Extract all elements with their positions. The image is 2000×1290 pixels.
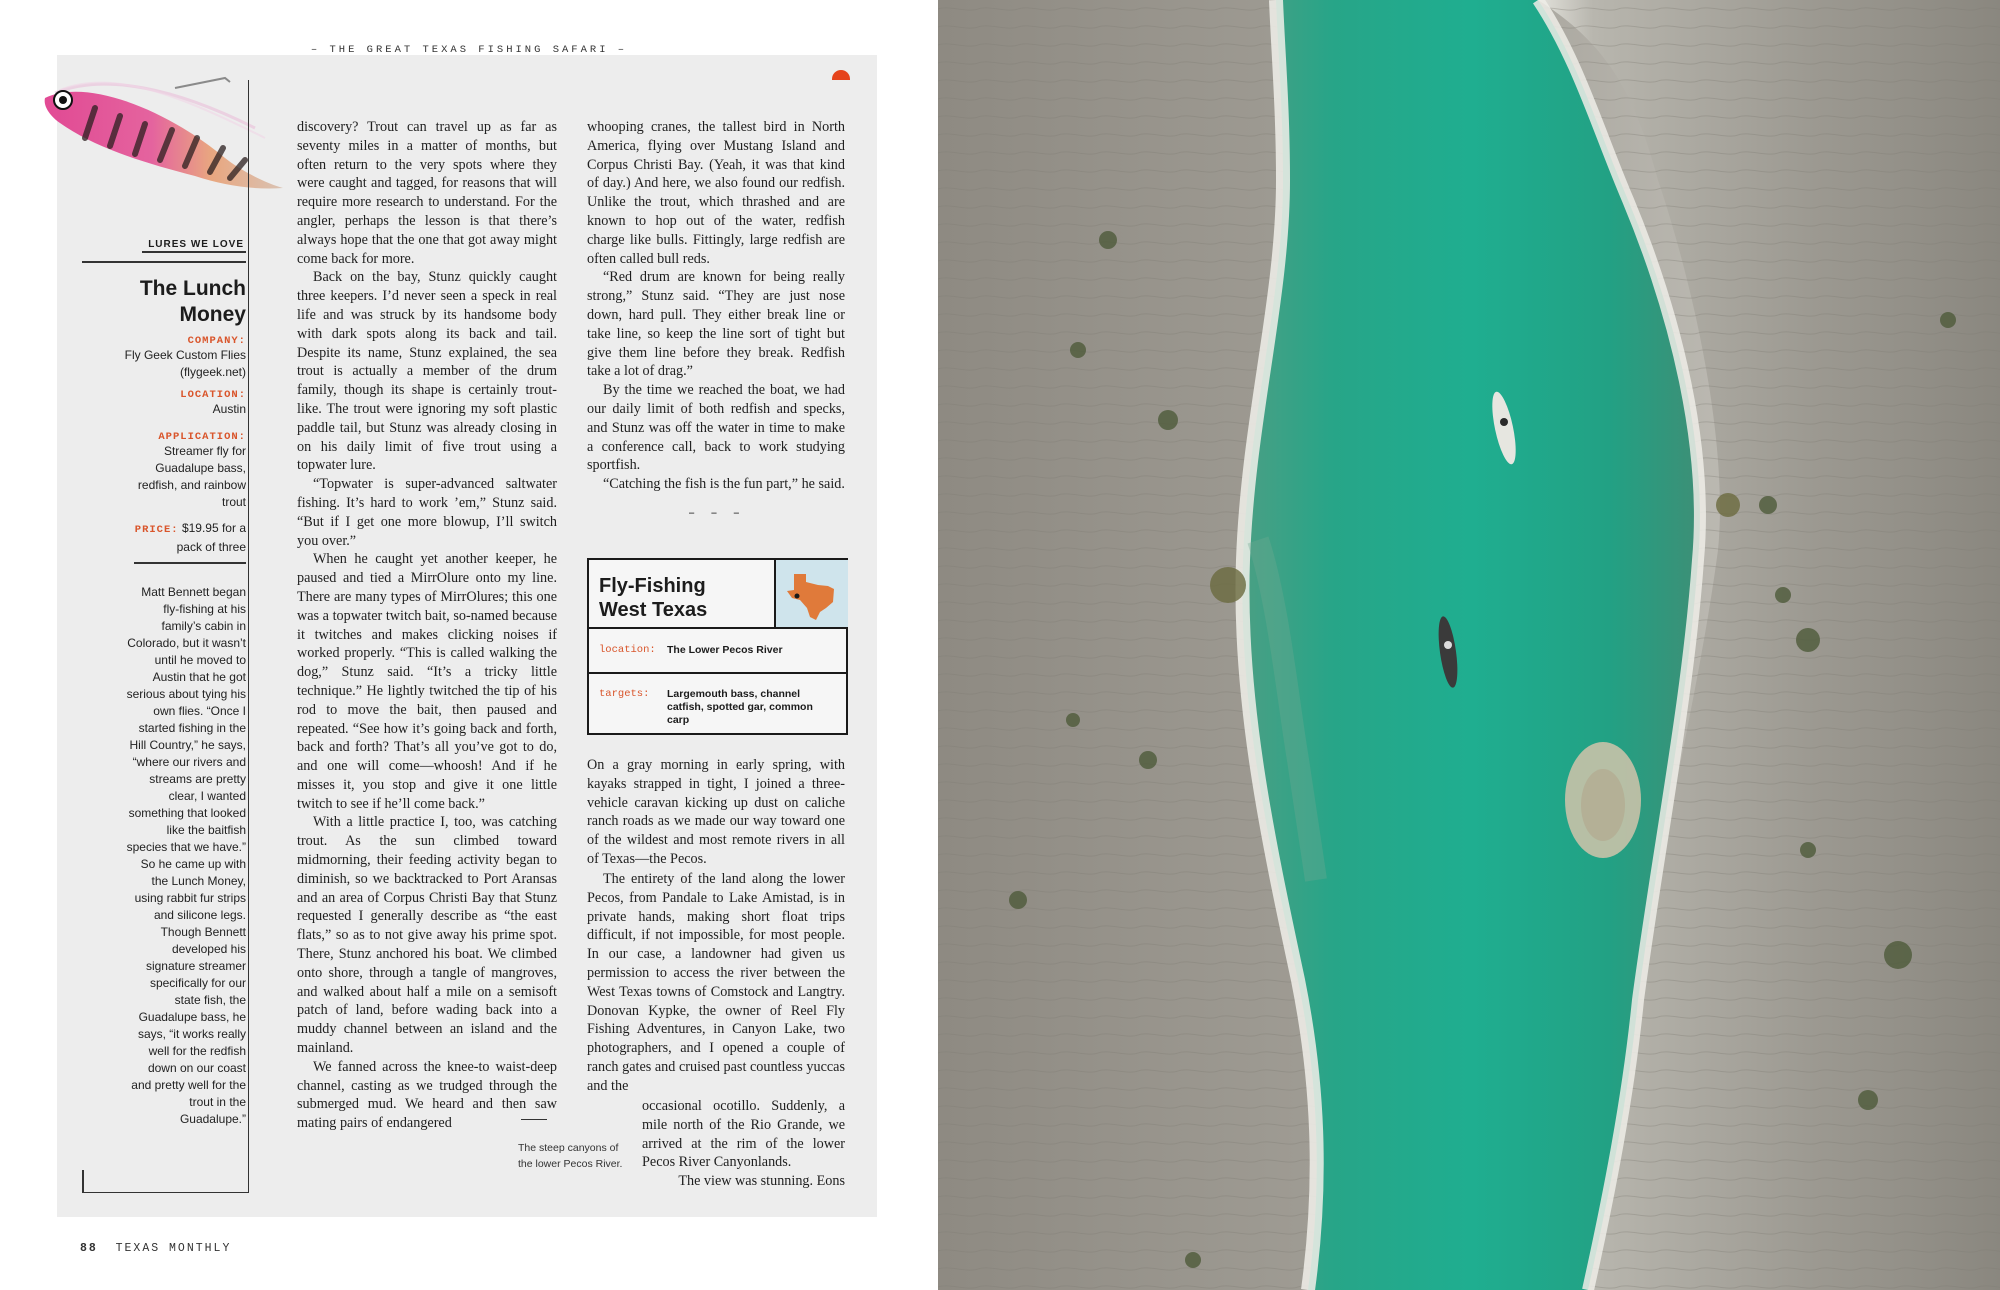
body-column-2-lower-b [587,870,845,1096]
application-field [126,431,246,511]
company-key: COMPANY: [187,335,246,347]
folio [80,1242,231,1255]
body-column-2 [587,118,845,535]
paragraph: occasional ocotillo. Suddenly, a mile north of the Rio Grande, we arrived at the rim of the lower Pecos River Canyonlands. [642,1098,845,1171]
infobox-targets-value: Largemouth bass, channel catfish, spotted gar, common carp [667,688,813,726]
body-column-2-lower [587,756,845,869]
photo-caption: The steep canyons of the lower Pecos River. [518,1142,623,1170]
paragraph: whooping cranes, the tallest bird in North America, flying over Mustang Island and Corpus Christi Bay. (Yeah, it was that kind of day.) And here, we also found our redfish. Unlike the trout, which thrashed and are known to hop out of the water, redfish charge like bulls. Fittingly, large redfish are often called bull reds. [587,119,845,267]
location-value: Austin [212,402,246,416]
paragraph: “Topwater is super-advanced saltwater fishing. It’s hard to work ’em,” Stunz said. “But if I get one more blowup, I’ll switch you over.” [297,476,557,549]
section-separator: – – – [687,505,744,520]
lures-sidebar [82,80,249,1193]
sidebar-rule-bio [134,562,246,564]
body-column-2-lower-d [587,1172,845,1191]
section-kicker: – THE GREAT TEXAS FISHING SAFARI – [310,44,628,56]
infobox-title [599,574,749,622]
paragraph: “Red drum are known for being really strong,” Stunz said. “They are just nose down, hard pull. They either break line or take line, so keep the line sort of tight but give them line before they break. Redfish take a lot of drag.” [587,269,845,380]
sidebar-section-label: LURES WE LOVE [148,239,244,250]
paragraph: discovery? Trout can travel up as far as seventy miles in a matter of months, but often return to the very spots where they were caught and tagged, for reasons that will require more research to understand. For the angler, perhaps the lesson is that there’s always hope that the one that got away might come back for more. [297,119,557,267]
company-field [96,335,246,381]
fly-fishing-infobox [587,558,848,735]
body-column-1 [297,118,557,1133]
sidebar-rule [82,261,246,263]
paragraph: On a gray morning in early spring, with kayaks strapped in tight, I joined a three-vehicle caravan kicking up dust on caliche ranch roads as we made our way toward one of the wildest and most remote rivers in all of Texas—the Pecos. [587,757,845,867]
sidebar-rule-top [142,251,246,253]
sidebar-title [86,276,246,328]
sidebar-bio: Matt Bennett began fly-fishing at his family’s cabin in Colorado, but it wasn’t until he moved to Austin that he got serious about tying his own flies. “Once I started fishing in the Hill Country,” he says, “where our rivers and streams are pretty clear, I wanted something that looked like the baitfish species that we have.” So he came up with the Lunch Money, using rabbit fur strips and silicone legs. Though Bennett developed his signature streamer specifically for our state fish, the Guadalupe bass, he says, “it works really well for the redfish down on our coast and pretty well for the trout in the Guadalupe.” [126,585,246,1126]
body-column-2-lower-c [642,1097,845,1172]
application-value: Streamer fly for Guadalupe bass, redfish, and rainbow trout [137,444,246,509]
price-value: $19.95 for a pack of three [176,521,246,554]
sidebar-title-line1: The Lunch [139,277,246,300]
paragraph: The view was stunning. Eons [678,1173,845,1189]
texas-map-icon [774,560,848,629]
location-key: LOCATION: [180,389,246,401]
price-field [122,520,246,556]
left-page [0,0,938,1290]
price-key: PRICE: [134,524,179,536]
aerial-river-photo [938,0,2000,1290]
caption-rule [521,1119,547,1120]
location-field [96,389,246,418]
application-key: APPLICATION: [158,431,246,443]
paragraph: The entirety of the land along the lower Pecos, from Pandale to Lake Amistad, is in private hands, making short float trips difficult, if not impossible, for most people. In our case, a landowner had given us permission to access the river between the West Texas towns of Comstock and Langtry. Donovan Kypke, the owner of Reel Fly Fishing Adventures, in Canyon Lake, two photographers, and I opened a couple of ranch gates and cruised past countless yuccas and the [587,871,845,1094]
paragraph: With a little practice I, too, was catching trout. As the sun climbed toward midmorning, their feeding activity began to diminish, so we backtracked to Port Aransas and an area of Corpus Christi Bay that Stunz requested I generally describe as “the east flats,” so as to not give away his prime spot. There, Stunz anchored his boat. We climbed onto shore, through a tangle of mangroves, and walked about half a mile on a semisoft patch of land, before wading back into a muddy channel between an island and the mainland. [297,814,557,1057]
company-value: Fly Geek Custom Flies (flygeek.net) [124,348,246,379]
paragraph: When he caught yet another keeper, he paused and tied a MirrOlure onto my line. There are many types of MirrOlures; this one was a topwater twitch bait, so-named because it twitches and makes clicking noises if worked properly. “This is called walking the dog,” Stunz said. “It’s a tricky little technique.” He lightly twitched the tip of his rod to move the bait, then paused and repeated. “See how it’s going back and forth, back and forth? That’s all you’ve got to do, and one will come—whoosh! And if he misses it, you stop and give it one little twitch to see if he’ll come back.” [297,551,557,812]
infobox-location-value: The Lower Pecos River [667,644,783,656]
infobox-location-row [589,627,846,674]
publication-name: TEXAS MONTHLY [115,1242,232,1255]
paragraph: By the time we reached the boat, we had our daily limit of both redfish and specks, and Stunz was off the water in time to make a conference call, back to work studying sportfish. [587,382,845,474]
paragraph: We fanned across the knee-to waist-deep channel, casting as we trudged through the submerged mud. We heard and then saw mating pairs of endangered [297,1058,557,1132]
infobox-title-line2: West Texas [599,599,708,621]
paragraph: Back on the bay, Stunz quickly caught three keepers. I’d never seen a speck in real life and was struck by its handsome body with dark spots along its back and tail. Despite its name, Stunz explained, the sea trout is actually a member of the drum family, though its shape is certainly trout-like. The trout were ignoring my soft plastic paddle tail, but Stunz was already closing in on his daily limit of five trout using a topwater lure. [297,269,557,474]
page-number: 88 [80,1242,98,1255]
infobox-location-key: location: [599,644,656,656]
sidebar-title-line2: Money [179,303,246,326]
infobox-targets-key: targets: [599,688,650,700]
sidebar-corner [82,1170,84,1192]
infobox-targets-row [589,672,846,733]
paragraph: “Catching the fish is the fun part,” he said. [603,476,845,493]
infobox-title-line1: Fly-Fishing [599,575,706,597]
